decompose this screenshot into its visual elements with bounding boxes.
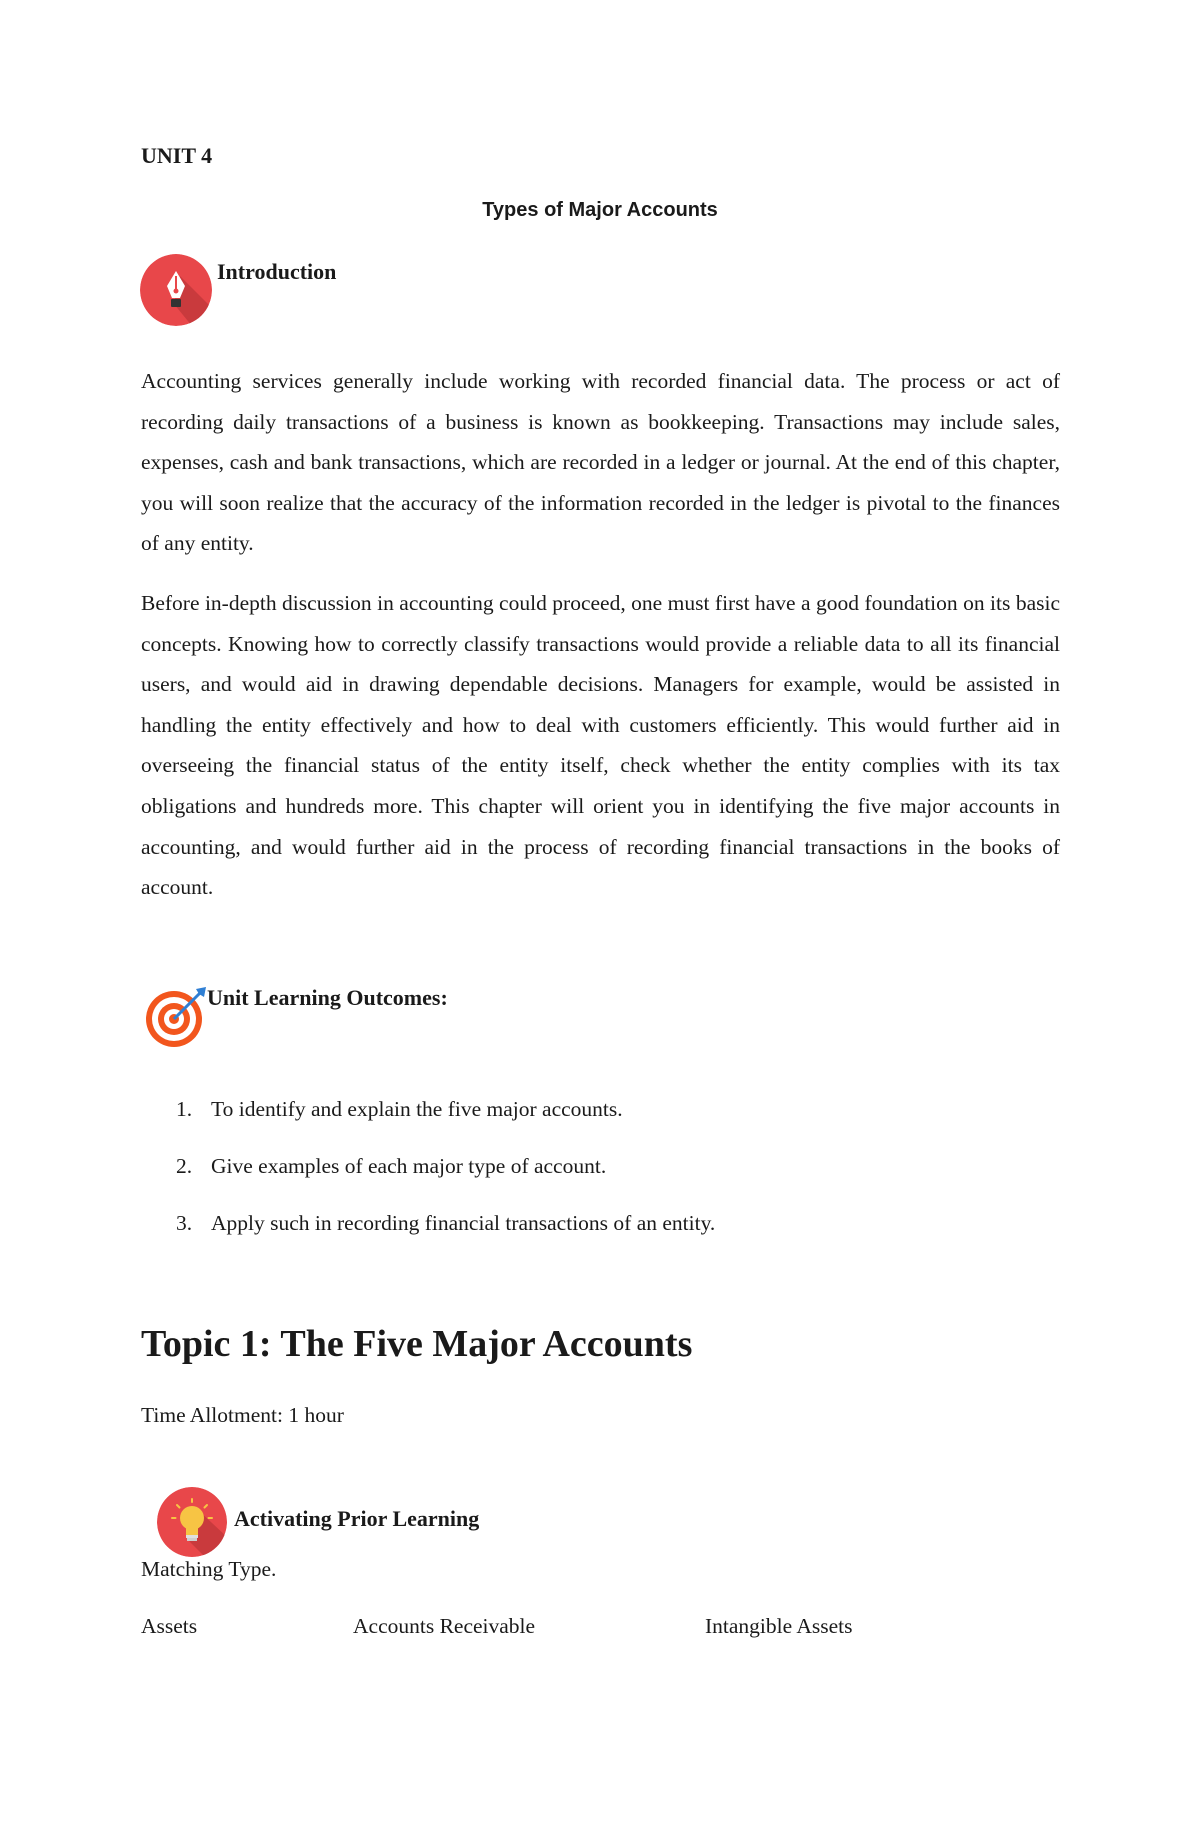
time-allotment: Time Allotment: 1 hour xyxy=(141,1403,344,1427)
matching-column-2: Accounts Receivable xyxy=(353,1614,536,1638)
matching-column-3: Intangible Assets xyxy=(705,1614,853,1638)
intro-paragraph-1: Accounting services generally include working with recorded financial data. The process or act of recording daily transactions of a business is known as bookkeeping. Transactions may include sales, expenses, cash and bank transactions, which are recorded in a ledger or journal. At the end of this chapter, you will soon realize that the accuracy of the information recorded in the ledger is pivotal to the finances of any entity. xyxy=(141,369,1060,556)
matching-column-1: Assets xyxy=(141,1614,198,1638)
list-item-text: To identify and explain the five major accounts. xyxy=(211,1097,623,1121)
introduction-heading: Introduction xyxy=(217,259,337,284)
list-item xyxy=(141,1147,1041,1204)
list-item xyxy=(141,1090,1041,1147)
lightbulb-icon xyxy=(157,1487,227,1557)
fountain-pen-icon xyxy=(140,254,212,326)
list-item xyxy=(141,1204,1041,1261)
list-item-text: Apply such in recording financial transactions of an entity. xyxy=(211,1211,716,1235)
document-title: Types of Major Accounts xyxy=(482,199,718,221)
list-item-number: 2. xyxy=(176,1154,193,1178)
topic-title: Topic 1: The Five Major Accounts xyxy=(141,1323,693,1365)
unit-label: UNIT 4 xyxy=(141,143,213,168)
list-item-text: Give examples of each major type of account. xyxy=(211,1154,607,1178)
target-icon xyxy=(144,985,208,1049)
list-item-number: 3. xyxy=(176,1211,193,1235)
outcomes-list xyxy=(141,1090,1041,1261)
activating-heading: Activating Prior Learning xyxy=(234,1506,480,1531)
list-item-number: 1. xyxy=(176,1097,193,1121)
intro-paragraph-2: Before in-depth discussion in accounting could proceed, one must first have a good foundation on its basic concepts. Knowing how to correctly classify transactions would provide a reliable data to all its financial users, and would aid in drawing dependable decisions. Managers for example, would be assisted in handling the entity effectively and how to deal with customers efficiently. This would further aid in overseeing the financial status of the entity itself, check whether the entity complies with its tax obligations and hundreds more. This chapter will orient you in identifying the five major accounts in accounting, and would further aid in the process of recording financial transactions in the books of account. xyxy=(141,591,1060,900)
matching-type-label: Matching Type. xyxy=(141,1557,277,1581)
outcomes-heading: Unit Learning Outcomes: xyxy=(207,985,448,1010)
